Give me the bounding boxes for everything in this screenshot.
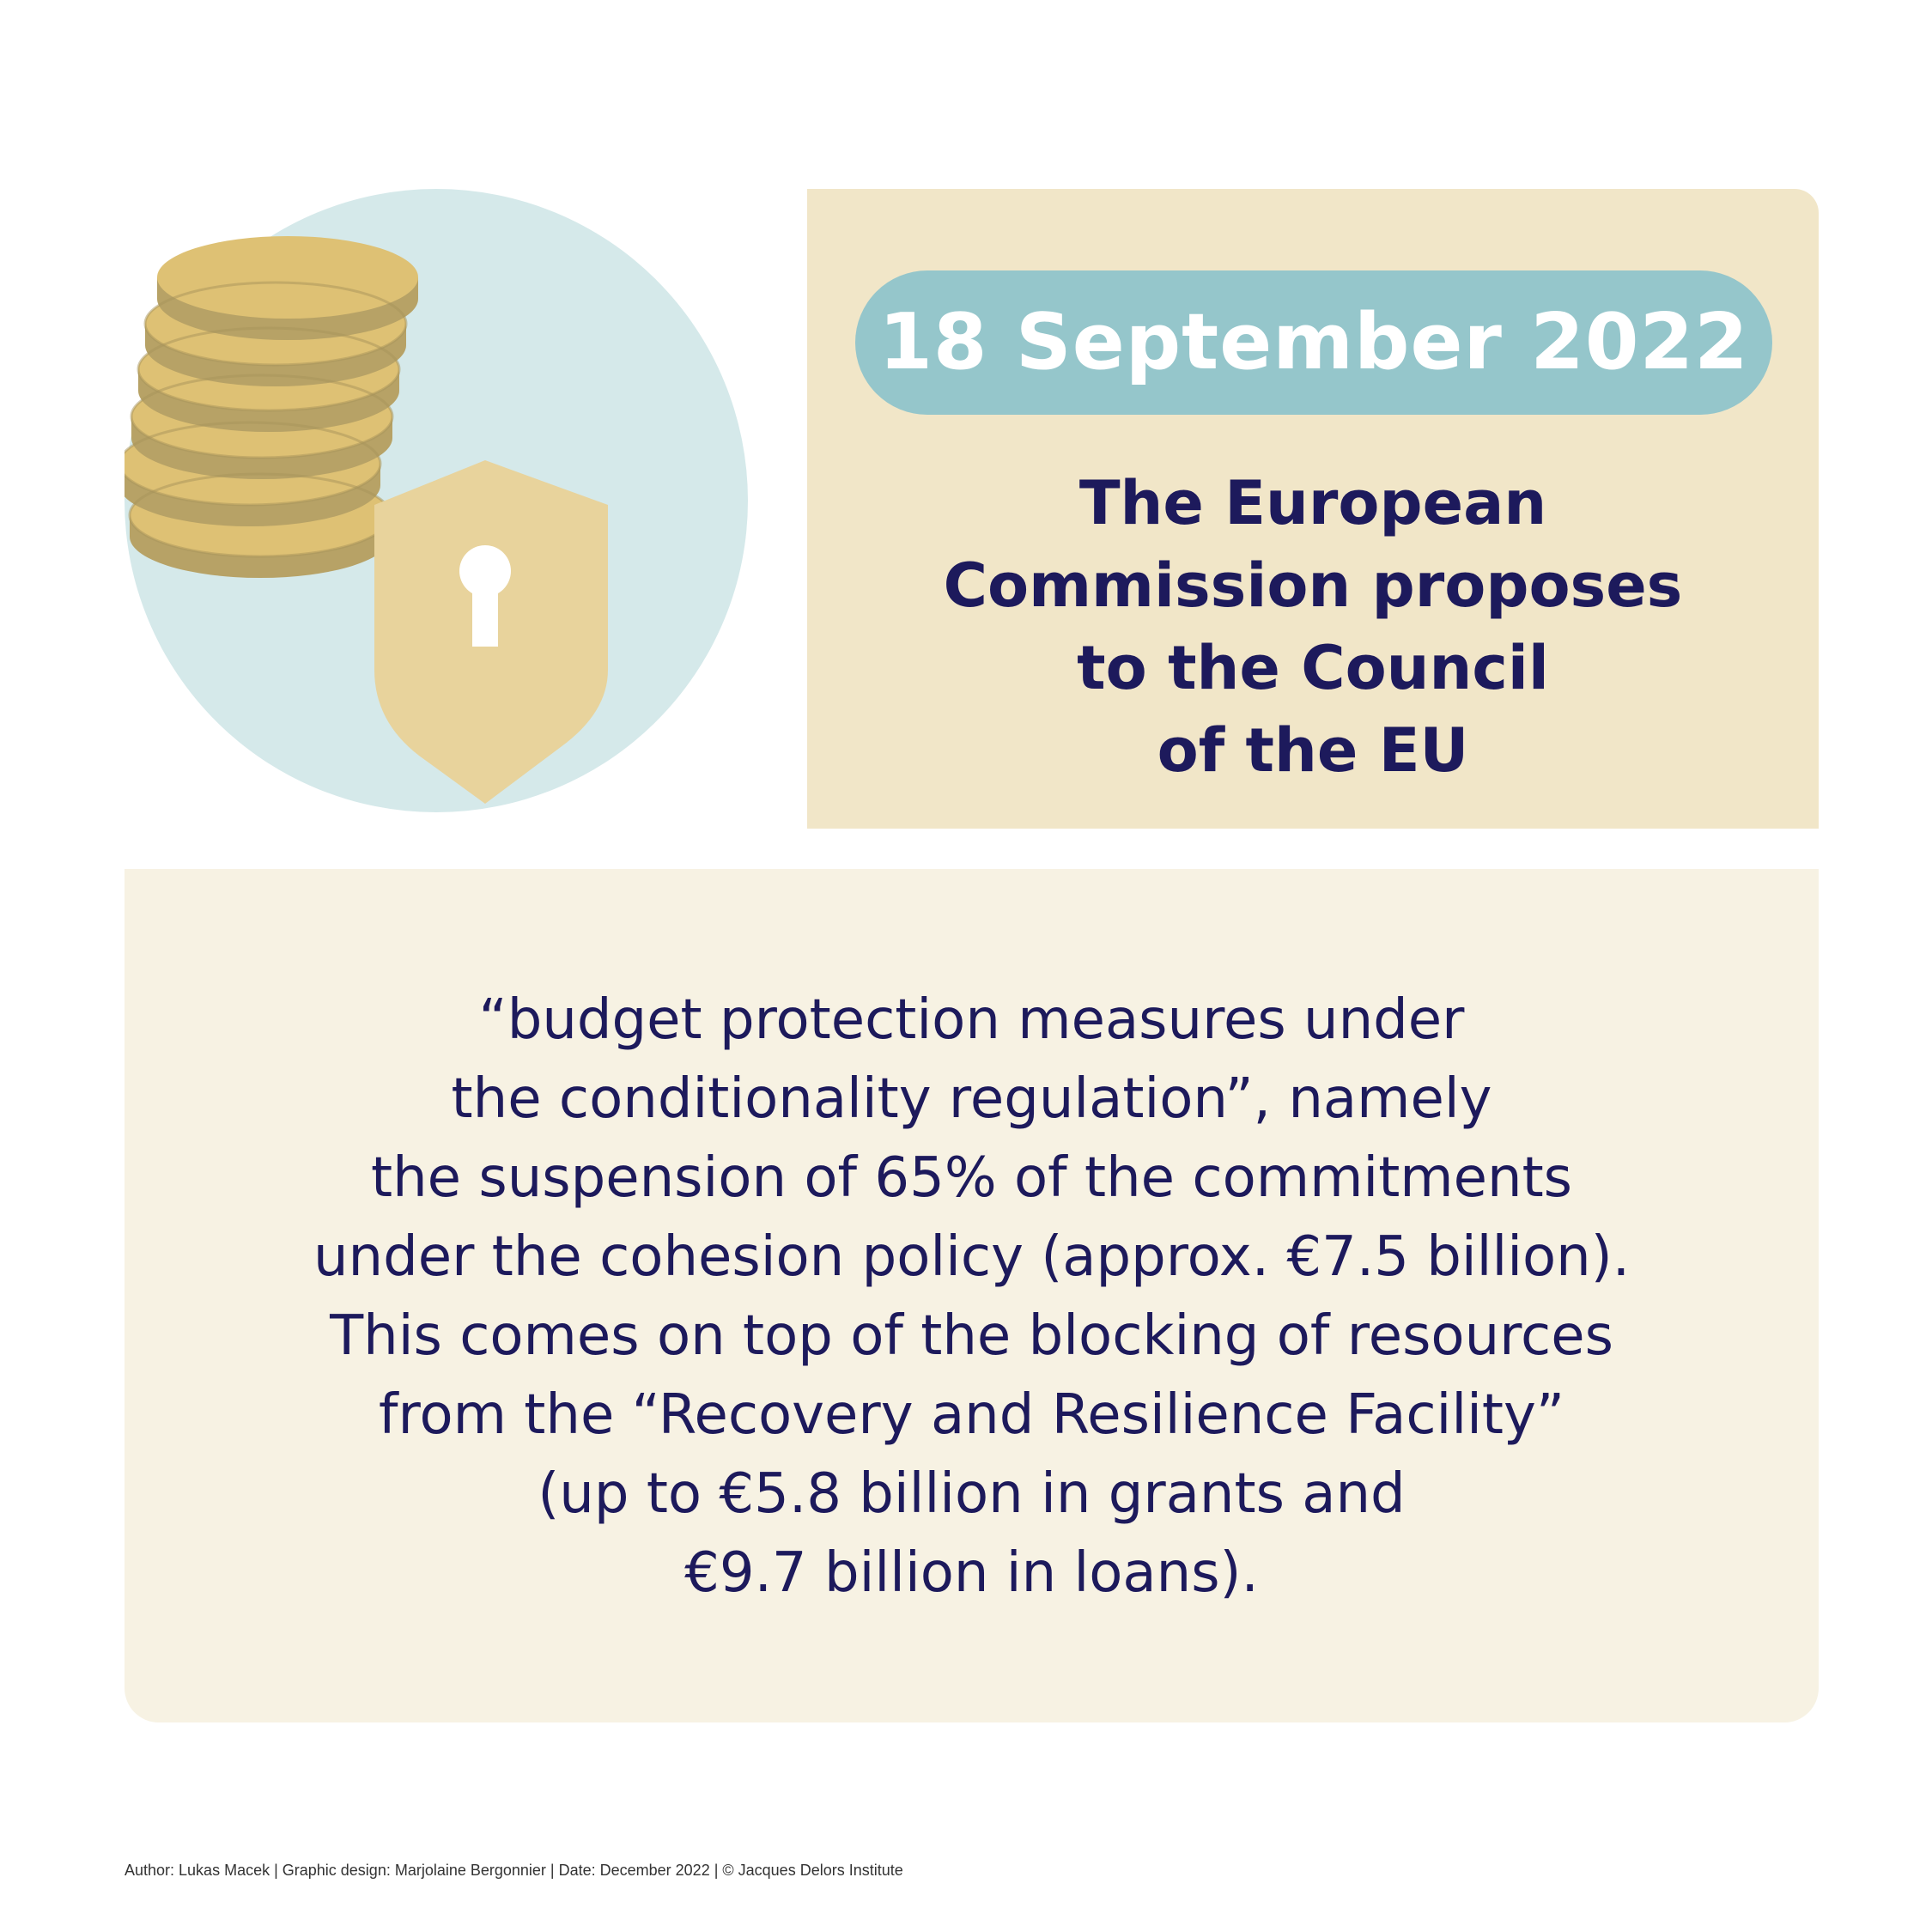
body-quote bbox=[159, 981, 1784, 1613]
coins-shield-illustration bbox=[125, 189, 748, 812]
illustration bbox=[125, 189, 748, 812]
date-badge: 18 September 2022 bbox=[855, 270, 1772, 415]
headline-panel bbox=[807, 189, 1819, 829]
body-line: the suspension of 65% of the commitments bbox=[370, 1146, 1573, 1210]
body-line: under the cohesion policy (approx. €7.5 billion). bbox=[313, 1225, 1631, 1289]
body-line: “budget protection measures under bbox=[478, 988, 1465, 1052]
body-line: (up to €5.8 billion in grants and bbox=[538, 1462, 1406, 1526]
body-line: the conditionality regulation”, namely bbox=[451, 1067, 1492, 1131]
body-line: from the “Recovery and Resilience Facility” bbox=[379, 1383, 1564, 1447]
headline bbox=[833, 462, 1793, 792]
keyhole-slot bbox=[472, 580, 498, 647]
headline-line: Commission proposes bbox=[943, 550, 1683, 621]
headline-line: The European bbox=[1078, 468, 1547, 538]
headline-line: to the Council bbox=[1077, 633, 1549, 703]
body-panel bbox=[125, 869, 1819, 1722]
credits-footer: Author: Lukas Macek | Graphic design: Marjolaine Bergonnier | Date: December 2022 | © Jacques Delors Institute bbox=[125, 1862, 903, 1879]
coin-stack-icon bbox=[125, 236, 418, 578]
body-line: €9.7 billion in loans). bbox=[684, 1541, 1259, 1605]
body-line: This comes on top of the blocking of resources bbox=[330, 1304, 1613, 1368]
headline-line: of the EU bbox=[1157, 715, 1469, 786]
